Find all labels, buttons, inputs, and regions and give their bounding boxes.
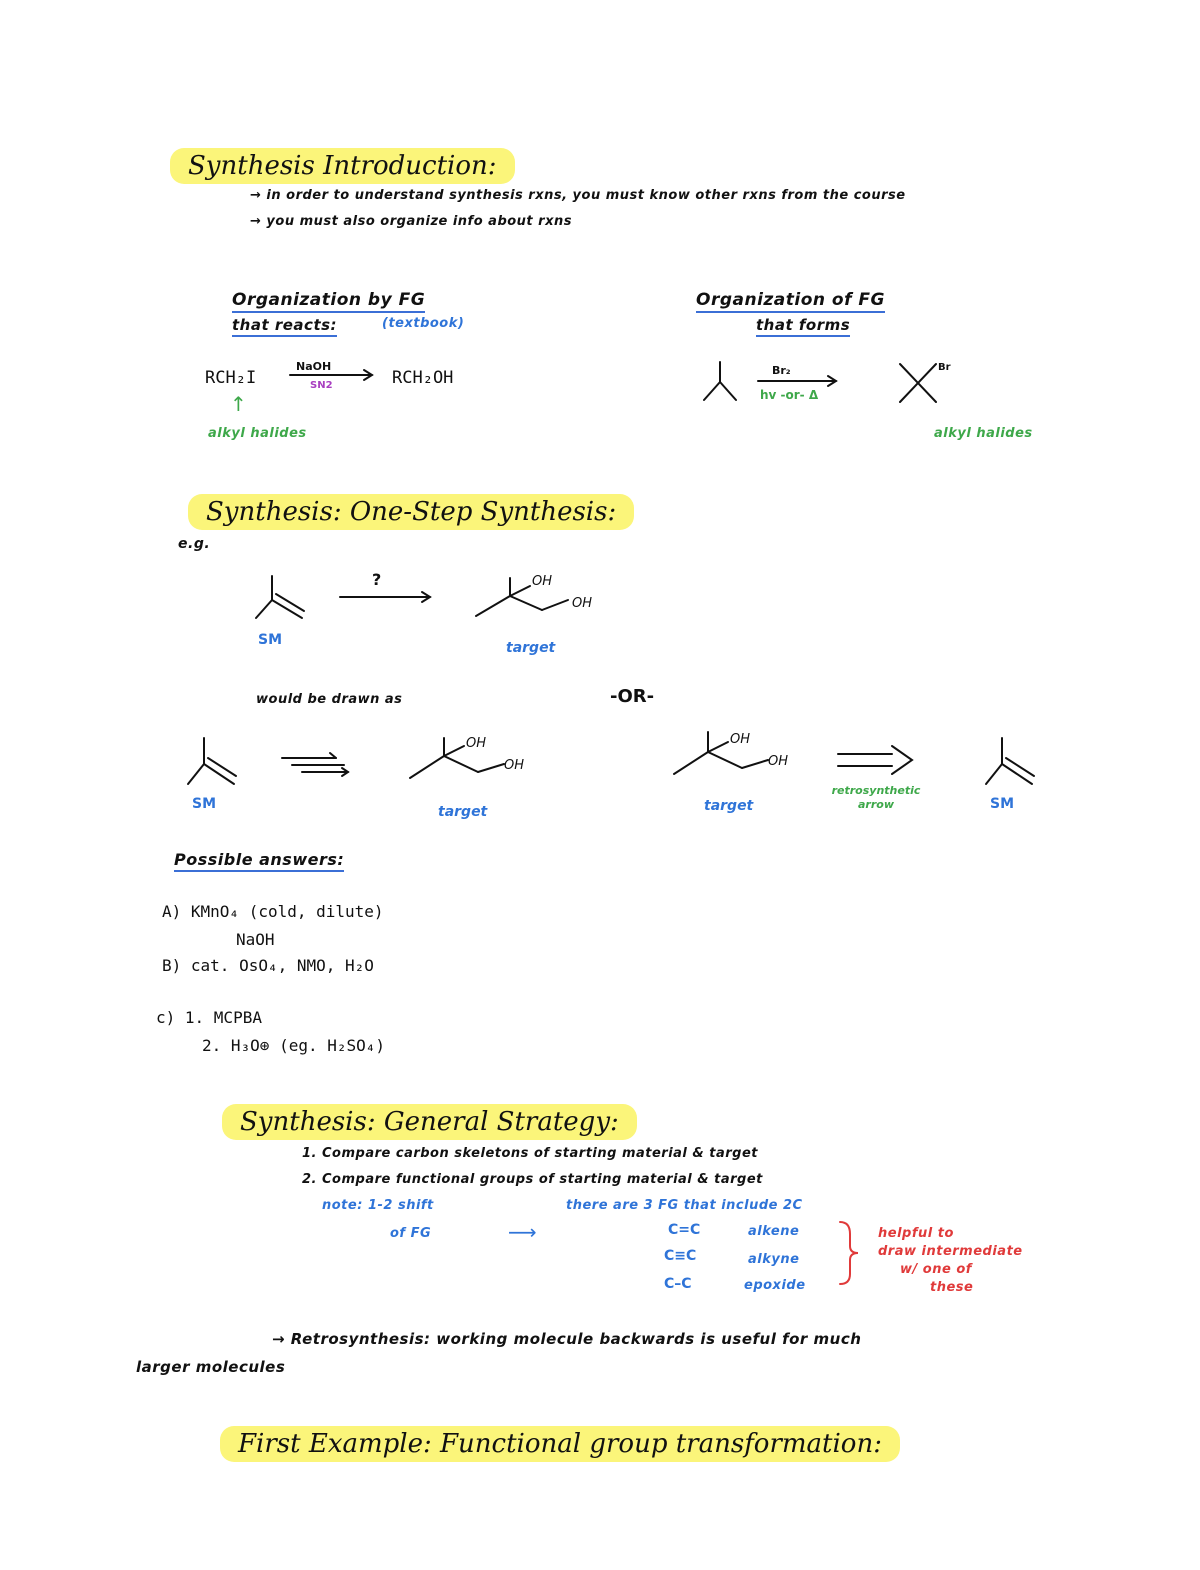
retrosynthesis-line-2: larger molecules (136, 1358, 286, 1376)
answer-b: B) cat. OsO₄, NMO, H₂O (162, 956, 374, 975)
fg-alkyne-formula: C≡C (664, 1248, 697, 1264)
target-diol-structure-3 (672, 732, 772, 776)
target-diol-structure-1 (474, 578, 574, 618)
retro-arrow-label: retrosynthetic arrow (831, 784, 921, 811)
org-right-sub: that forms (756, 316, 850, 337)
org-left-title: Organization by FG (232, 290, 425, 313)
there-are-note: there are 3 FG that include 2C (566, 1198, 803, 1213)
org-right-title: Organization of FG (696, 290, 885, 313)
answer-c: c) 1. MCPBA (156, 1008, 262, 1027)
target-diol-structure-2 (408, 738, 508, 780)
oh-label-3a: OH (730, 732, 751, 747)
helpful-line-3: w/ one of (900, 1262, 972, 1277)
sm-label-1: SM (258, 632, 283, 648)
section-title-general-strategy: Synthesis: General Strategy: (222, 1104, 637, 1140)
sm-alkene-structure-1 (254, 574, 308, 624)
target-label-2: target (438, 804, 488, 820)
oh-label-1a: OH (532, 574, 553, 589)
rxn2-br: Br (938, 362, 951, 373)
oh-label-2b: OH (504, 758, 525, 773)
rxn1-reagent-top: NaOH (296, 360, 332, 373)
note-line-2: of FG (390, 1226, 432, 1241)
rxn1-label: alkyl halides (208, 426, 307, 441)
intro-line-2: → you must also organize info about rxns (250, 214, 572, 229)
multistep-arrow (282, 752, 354, 778)
fg-alkene-name: alkene (748, 1224, 800, 1239)
strategy-point-1: 1. Compare carbon skeletons of starting material & target (302, 1146, 759, 1161)
helpful-line-4: these (930, 1280, 974, 1295)
rxn1-product: RCH₂OH (392, 368, 454, 388)
rxn1-reagent-bottom: SN2 (310, 380, 333, 391)
note-arrow: ⟶ (508, 1220, 537, 1244)
answer-a: A) KMnO₄ (cold, dilute) (162, 902, 384, 921)
org-left-sub: that reacts: (232, 316, 337, 337)
rxn2-reagent-bottom: hv -or- Δ (760, 388, 819, 402)
oh-label-2a: OH (466, 736, 487, 751)
eg-label: e.g. (178, 536, 211, 552)
strategy-point-2: 2. Compare functional groups of starting material & target (302, 1172, 763, 1187)
oh-label-1b: OH (572, 596, 593, 611)
target-label-3: target (704, 798, 754, 814)
sm-alkene-structure-3 (984, 736, 1038, 788)
answer-c-line2: 2. H₃O⊕ (eg. H₂SO₄) (202, 1036, 386, 1055)
drawn-as-label: would be drawn as (256, 692, 403, 707)
sm-label-3: SM (990, 796, 1015, 812)
sm-alkene-structure-2 (186, 736, 240, 788)
helpful-line-1: helpful to (878, 1226, 954, 1241)
rxn2-label: alkyl halides (934, 426, 1033, 441)
rxn1-reactant: RCH₂I (205, 368, 257, 388)
rxn1-up-arrow: ↑ (230, 392, 247, 416)
note-line-1: note: 1-2 shift (322, 1198, 434, 1213)
sm-label-2: SM (192, 796, 217, 812)
fg-epoxide-name: epoxide (744, 1278, 806, 1293)
or-label: -OR- (610, 686, 655, 707)
section-title-intro: Synthesis Introduction: (170, 148, 515, 184)
rxn2-arrow (758, 374, 842, 388)
fg-alkene-formula: C=C (668, 1222, 701, 1238)
red-curly-brace (836, 1220, 862, 1286)
section-title-one-step: Synthesis: One-Step Synthesis: (188, 494, 634, 530)
fg-alkyne-name: alkyne (748, 1252, 800, 1267)
oh-label-3b: OH (768, 754, 789, 769)
answers-title: Possible answers: (174, 850, 344, 872)
question-mark: ? (372, 570, 382, 589)
rxn1-arrow (290, 368, 380, 382)
intro-line-1: → in order to understand synthesis rxns, you must know other rxns from the course (250, 188, 906, 203)
fg-epoxide-formula: C–C (664, 1276, 692, 1292)
retrosynthetic-arrow (836, 744, 916, 778)
rxn2-reagent-top: Br₂ (772, 364, 791, 377)
forward-arrow-1 (340, 590, 436, 604)
isobutane-structure (702, 360, 742, 404)
section-title-first-example: First Example: Functional group transformation: (220, 1426, 900, 1462)
retrosynthesis-line-1: → Retrosynthesis: working molecule backwards is useful for much (272, 1330, 862, 1348)
helpful-line-2: draw intermediate (878, 1244, 1023, 1259)
tert-butyl-bromide-structure (898, 362, 942, 406)
org-left-paren: (textbook) (382, 316, 465, 331)
answer-a-line2: NaOH (236, 930, 275, 949)
target-label-1: target (506, 640, 556, 656)
